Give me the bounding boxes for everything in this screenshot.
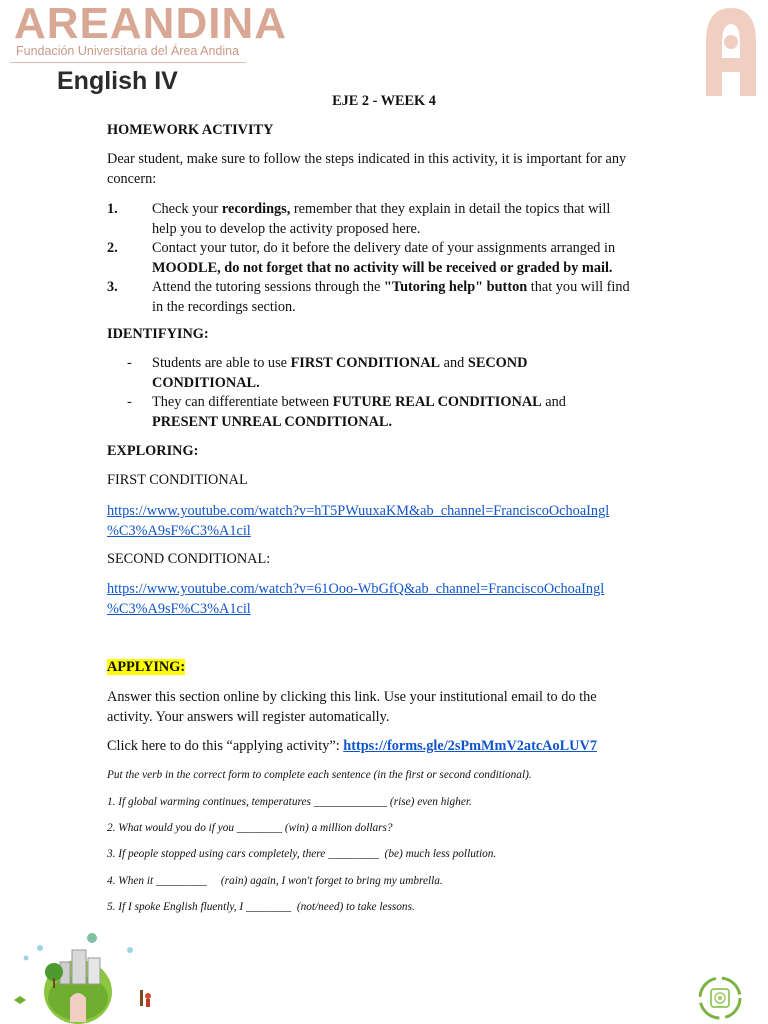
step-line [152, 220, 667, 240]
text-run: in the recordings section. [152, 298, 296, 315]
form-link[interactable]: https://forms.gle/2sPmMmV2atcAoLUV7 [343, 738, 597, 754]
bullet-line [152, 413, 667, 433]
link-line[interactable]: %C3%A9sF%C3%A1cil [107, 522, 251, 539]
text-run: remember that they explain in detail the topics that will [290, 201, 611, 217]
text-run: help you to develop the activity proposed here. [152, 220, 421, 237]
areandina-a-logo-icon [698, 2, 764, 98]
step-number: 3. [107, 279, 118, 295]
exercise-item: 3. If people stopped using cars completely, there _________ (be) much less pollution. [107, 848, 497, 860]
intro-line: Dear student, make sure to follow the steps indicated in this activity, it is important for any [107, 151, 627, 167]
bullet-line [152, 354, 667, 374]
text-run: and [541, 394, 566, 410]
text-run: and [440, 355, 468, 371]
text-run: Students are able to use [152, 355, 291, 371]
bold-run: "Tutoring help" button [383, 279, 528, 295]
step-item [107, 239, 667, 278]
eco-city-illustration-icon [10, 928, 160, 1024]
bold-run: MOODLE, do not forget that no activity will be received or graded by mail. [152, 259, 613, 276]
bullet-text [152, 354, 667, 393]
identifying-item [127, 393, 667, 432]
form-link-row [107, 737, 597, 757]
exercise-item: 4. When it _________ (rain) again, I won't forget to bring my umbrella. [107, 875, 443, 887]
recycle-fingerprint-icon [690, 974, 750, 1022]
text-run: They can differentiate between [152, 394, 333, 410]
step-line [152, 298, 667, 318]
bold-run: FUTURE REAL CONDITIONAL [332, 394, 542, 410]
homework-heading: HOMEWORK ACTIVITY [107, 122, 274, 138]
bullet-text [152, 393, 667, 432]
link-line[interactable]: https://www.youtube.com/watch?v=61Ooo-WbGfQ&ab_channel=FranciscoOchoaIngl [107, 581, 605, 597]
first-conditional-link[interactable] [107, 502, 609, 541]
identifying-item [127, 354, 667, 393]
step-item [107, 278, 667, 317]
step-line [152, 200, 667, 220]
bold-run: FIRST CONDITIONAL [290, 355, 441, 371]
brand-logo-text: AREANDINA [14, 0, 287, 48]
exercise-instruction: Put the verb in the correct form to complete each sentence (in the first or second conditional). [107, 769, 532, 781]
intro-line: concern: [107, 170, 157, 187]
step-text [152, 200, 667, 239]
step-line [152, 259, 667, 279]
exercise-item: 5. If I spoke English fluently, I ________ (not/need) to take lessons. [107, 901, 415, 913]
course-title: English IV [57, 67, 178, 95]
step-text [152, 278, 667, 317]
bullet-line [152, 393, 667, 413]
exercise-item: 1. If global warming continues, temperatures _____________ (rise) even higher. [107, 796, 472, 808]
identifying-list [127, 354, 667, 432]
bold-run: recordings, [221, 201, 291, 217]
brand-subtitle: Fundación Universitaria del Área Andina [16, 44, 240, 58]
link-line[interactable]: %C3%A9sF%C3%A1cil [107, 600, 251, 617]
first-conditional-label: FIRST CONDITIONAL [107, 472, 248, 488]
step-item [107, 200, 667, 239]
desc-line: Answer this section online by clicking this link. Use your institutional email to do the [107, 689, 597, 705]
form-link-prefix: Click here to do this “applying activity”: [107, 738, 344, 754]
bullet-marker: - [127, 394, 132, 410]
steps-list [107, 200, 667, 317]
link-line[interactable]: https://www.youtube.com/watch?v=hT5PWuuxaKM&ab_channel=FranciscoOchoaIngl [107, 503, 610, 519]
second-conditional-link[interactable] [107, 580, 604, 619]
text-run: Attend the tutoring sessions through the [152, 279, 384, 295]
identifying-heading: IDENTIFYING: [107, 326, 209, 342]
document-title: EJE 2 - WEEK 4 [332, 93, 436, 109]
text-run: that you will find [527, 279, 630, 295]
applying-heading: APPLYING: [107, 659, 186, 675]
bullet-line [152, 374, 667, 394]
bold-run: SECOND [467, 355, 528, 371]
text-run: Contact your tutor, do it before the delivery date of your assignments arranged in [152, 240, 616, 256]
second-conditional-label: SECOND CONDITIONAL: [107, 551, 271, 567]
intro-paragraph [107, 150, 667, 189]
bullet-marker: - [127, 355, 132, 371]
bold-run: PRESENT UNREAL CONDITIONAL. [152, 413, 393, 430]
step-number: 1. [107, 201, 118, 217]
step-text [152, 239, 667, 278]
text-run: Check your [152, 201, 222, 217]
brand-divider [10, 62, 246, 63]
applying-description [107, 688, 667, 727]
step-line [152, 278, 667, 298]
step-line [152, 239, 667, 259]
step-number: 2. [107, 240, 118, 256]
exploring-heading: EXPLORING: [107, 443, 199, 459]
exercise-item: 2. What would you do if you ________ (win) a million dollars? [107, 822, 393, 834]
bold-run: CONDITIONAL. [152, 374, 260, 391]
desc-line: activity. Your answers will register automatically. [107, 708, 390, 725]
